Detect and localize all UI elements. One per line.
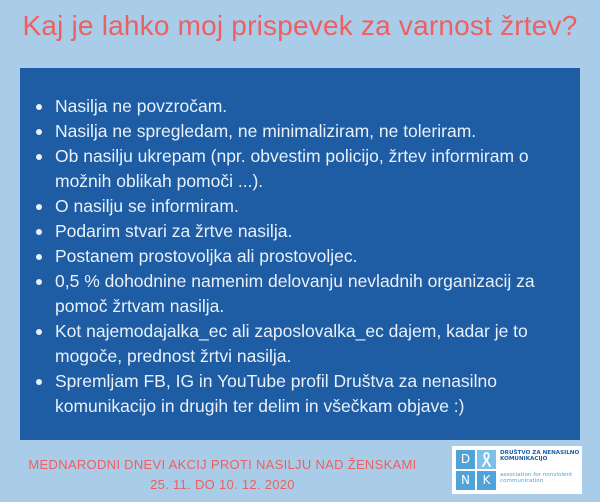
bullet-icon [36,154,42,160]
page-title: Kaj je lahko moj prispevek za varnost žrtev? [22,10,578,41]
logo-organization-name: DRUŠTVO ZA NENASILNO KOMUNIKACIJO [500,450,580,463]
list-item [32,94,577,119]
bullet-icon [36,204,42,210]
list-item-text: Ob nasilju ukrepam (npr. obvestim policijo, žrtev informiram o možnih oblikah pomoči ...). [55,146,529,191]
list-item [32,119,577,144]
list-item-text: Podarim stvari za žrtve nasilja. [55,221,293,241]
list-item-text: Postanem prostovoljka ali prostovoljec. [55,246,358,266]
list-item [32,319,577,369]
ribbon-icon [477,450,496,469]
list-item-text: Nasilja ne spregledam, ne minimaliziram, ne toleriram. [55,121,477,141]
content-panel [20,68,580,440]
bullet-icon [36,379,42,385]
list-item-text: Spremljam FB, IG in YouTube profil Društva za nenasilno komunikacijo in drugih ter delim in všečkam objave :) [55,371,497,416]
bullet-icon [36,329,42,335]
list-item [32,369,577,419]
bullet-icon [36,229,42,235]
list-item-text: Kot najemodajalka_ec ali zaposlovalka_ec dajem, kadar je to mogoče, prednost žrtvi nasilja. [55,321,528,366]
list-item [32,144,577,194]
contribution-list [32,94,577,419]
bullet-icon [36,279,42,285]
list-item-text: 0,5 % dohodnine namenim delovanju nevladnih organizacij za pomoč žrtvam nasilja. [55,271,535,316]
bullet-icon [36,129,42,135]
list-item-text: O nasilju se informiram. [55,196,239,216]
list-item-text: Nasilja ne povzročam. [55,96,228,116]
logo-letter-d: D [456,450,475,469]
logo-letter-k: K [477,471,496,490]
list-item [32,219,577,244]
bullet-icon [36,254,42,260]
list-item [32,244,577,269]
list-item [32,194,577,219]
campaign-footer [0,455,445,495]
campaign-name: MEDNARODNI DNEVI AKCIJ PROTI NASILJU NAD ŽENSKAMI [28,457,417,472]
logo-organization-subtitle: association for nonviolent communication [500,472,573,485]
bullet-icon [36,104,42,110]
dnk-logo [452,446,582,494]
logo-letter-n: N [456,471,475,490]
campaign-dates: 25. 11. DO 10. 12. 2020 [150,477,295,492]
list-item [32,269,577,319]
logo-mark [456,450,496,490]
